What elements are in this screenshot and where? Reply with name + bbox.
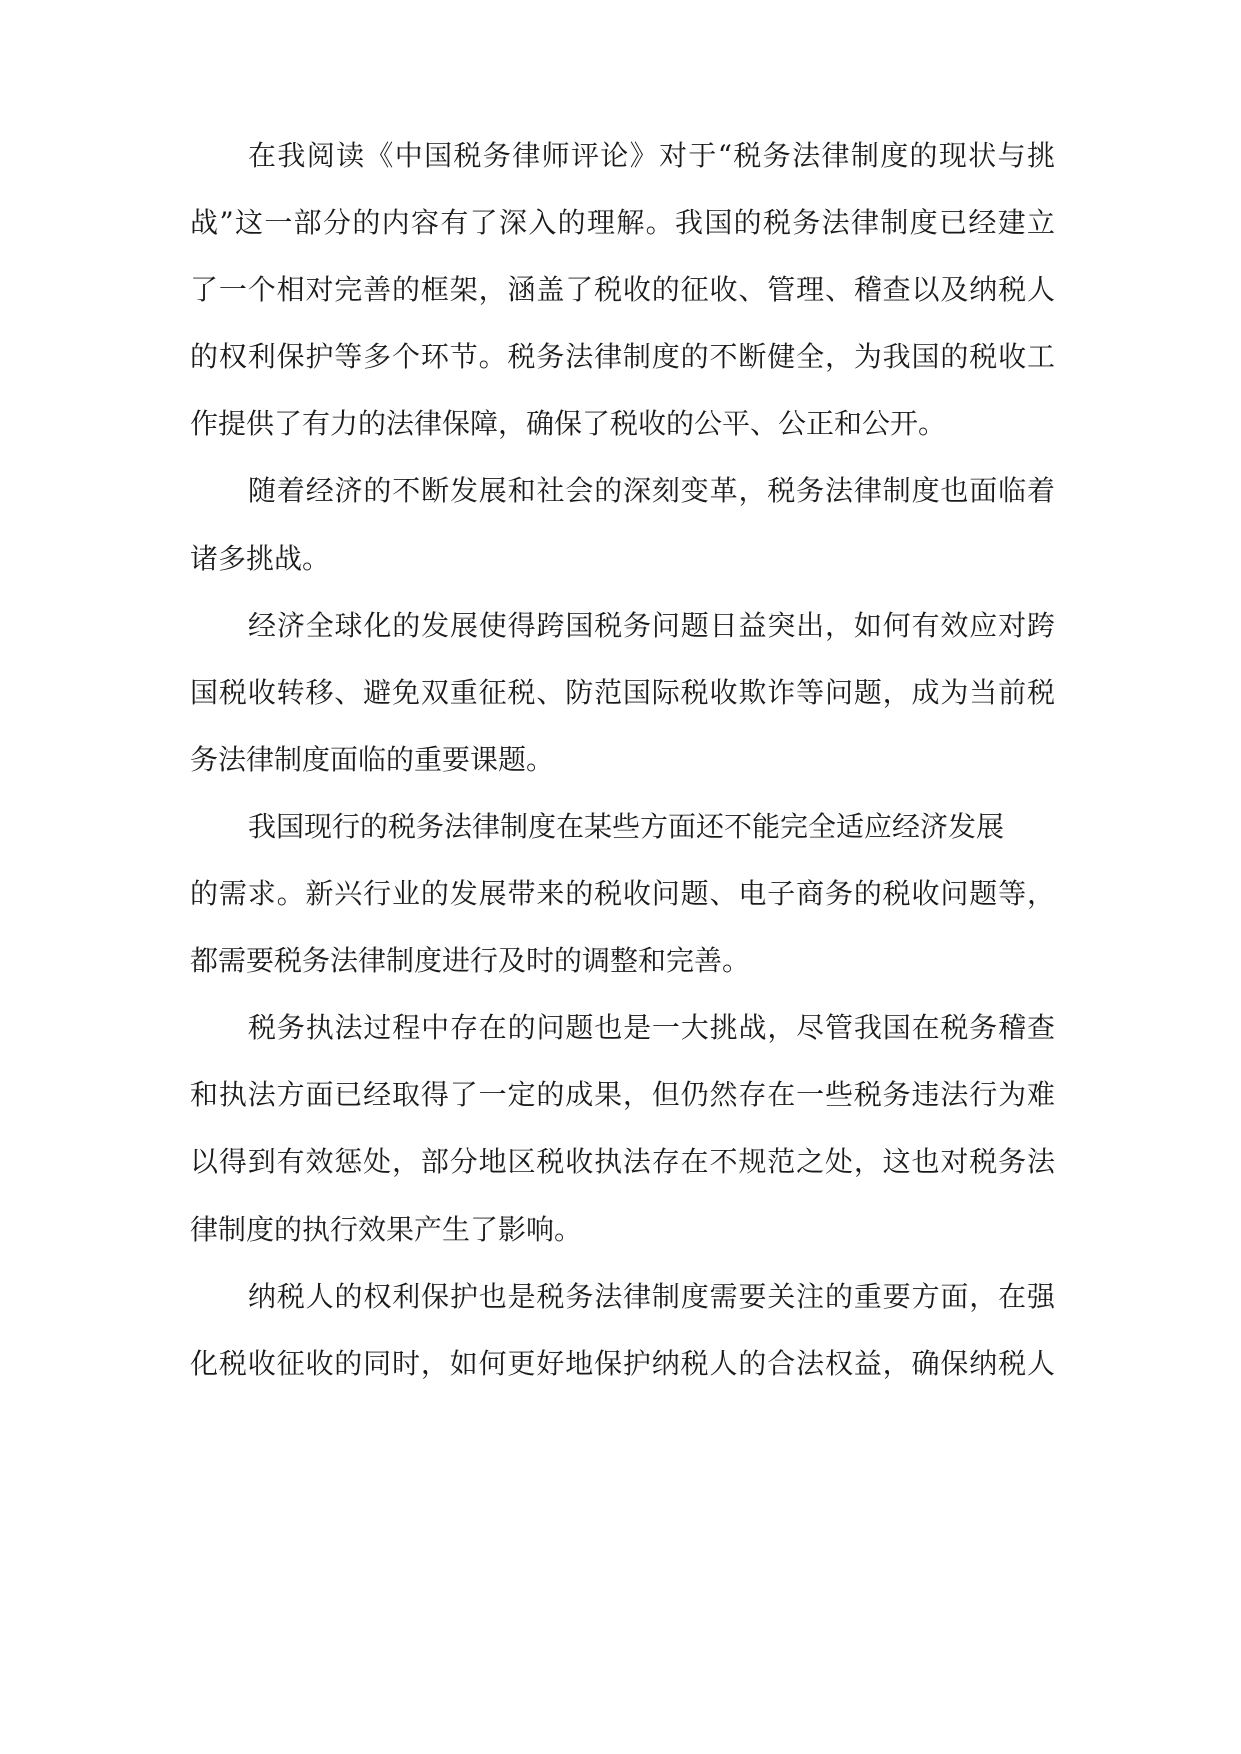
paragraph xyxy=(190,1279,1055,1380)
document-body xyxy=(190,139,1055,1417)
paragraph xyxy=(190,608,1055,776)
paragraph xyxy=(190,809,1055,978)
text-line: 的权利保护等多个环节。税务法律制度的不断健全，为我国的税收工 xyxy=(190,340,1055,374)
paragraph xyxy=(190,139,1055,441)
paragraph xyxy=(190,1011,1055,1246)
text-line: 税务执法过程中存在的问题也是一大挑战，尽管我国在税务稽查 xyxy=(248,1011,1055,1045)
text-line: 都需要税务法律制度进行及时的调整和完善。 xyxy=(190,944,751,978)
paragraph xyxy=(190,474,1055,575)
text-line: 纳税人的权利保护也是税务法律制度需要关注的重要方面，在强 xyxy=(248,1279,1055,1313)
text-line: 战”这一部分的内容有了深入的理解。我国的税务法律制度已经建立 xyxy=(190,206,1055,240)
text-line: 经济全球化的发展使得跨国税务问题日益突出，如何有效应对跨 xyxy=(248,608,1055,642)
text-line: 以得到有效惩处，部分地区税收执法存在不规范之处，这也对税务法 xyxy=(190,1145,1055,1179)
text-line: 的需求。新兴行业的发展带来的税收问题、电子商务的税收问题等， xyxy=(190,877,1055,911)
text-line: 我国现行的税务法律制度在某些方面还不能完全适应经济发展 xyxy=(248,809,1005,843)
text-line: 律制度的执行效果产生了影响。 xyxy=(190,1212,583,1246)
text-line: 作提供了有力的法律保障，确保了税收的公平、公正和公开。 xyxy=(190,407,947,441)
text-line: 和执法方面已经取得了一定的成果，但仍然存在一些税务违法行为难 xyxy=(190,1078,1055,1112)
text-line: 随着经济的不断发展和社会的深刻变革，税务法律制度也面临着 xyxy=(248,474,1055,508)
text-line: 国税收转移、避免双重征税、防范国际税收欺诈等问题，成为当前税 xyxy=(190,675,1055,709)
text-line: 在我阅读《中国税务律师评论》对于“税务法律制度的现状与挑 xyxy=(248,139,1055,172)
text-line: 了一个相对完善的框架，涵盖了税收的征收、管理、稽查以及纳税人 xyxy=(190,273,1055,307)
text-line: 化税收征收的同时，如何更好地保护纳税人的合法权益，确保纳税人 xyxy=(190,1346,1055,1380)
text-line: 诸多挑战。 xyxy=(190,541,331,575)
text-line: 务法律制度面临的重要课题。 xyxy=(190,742,555,776)
